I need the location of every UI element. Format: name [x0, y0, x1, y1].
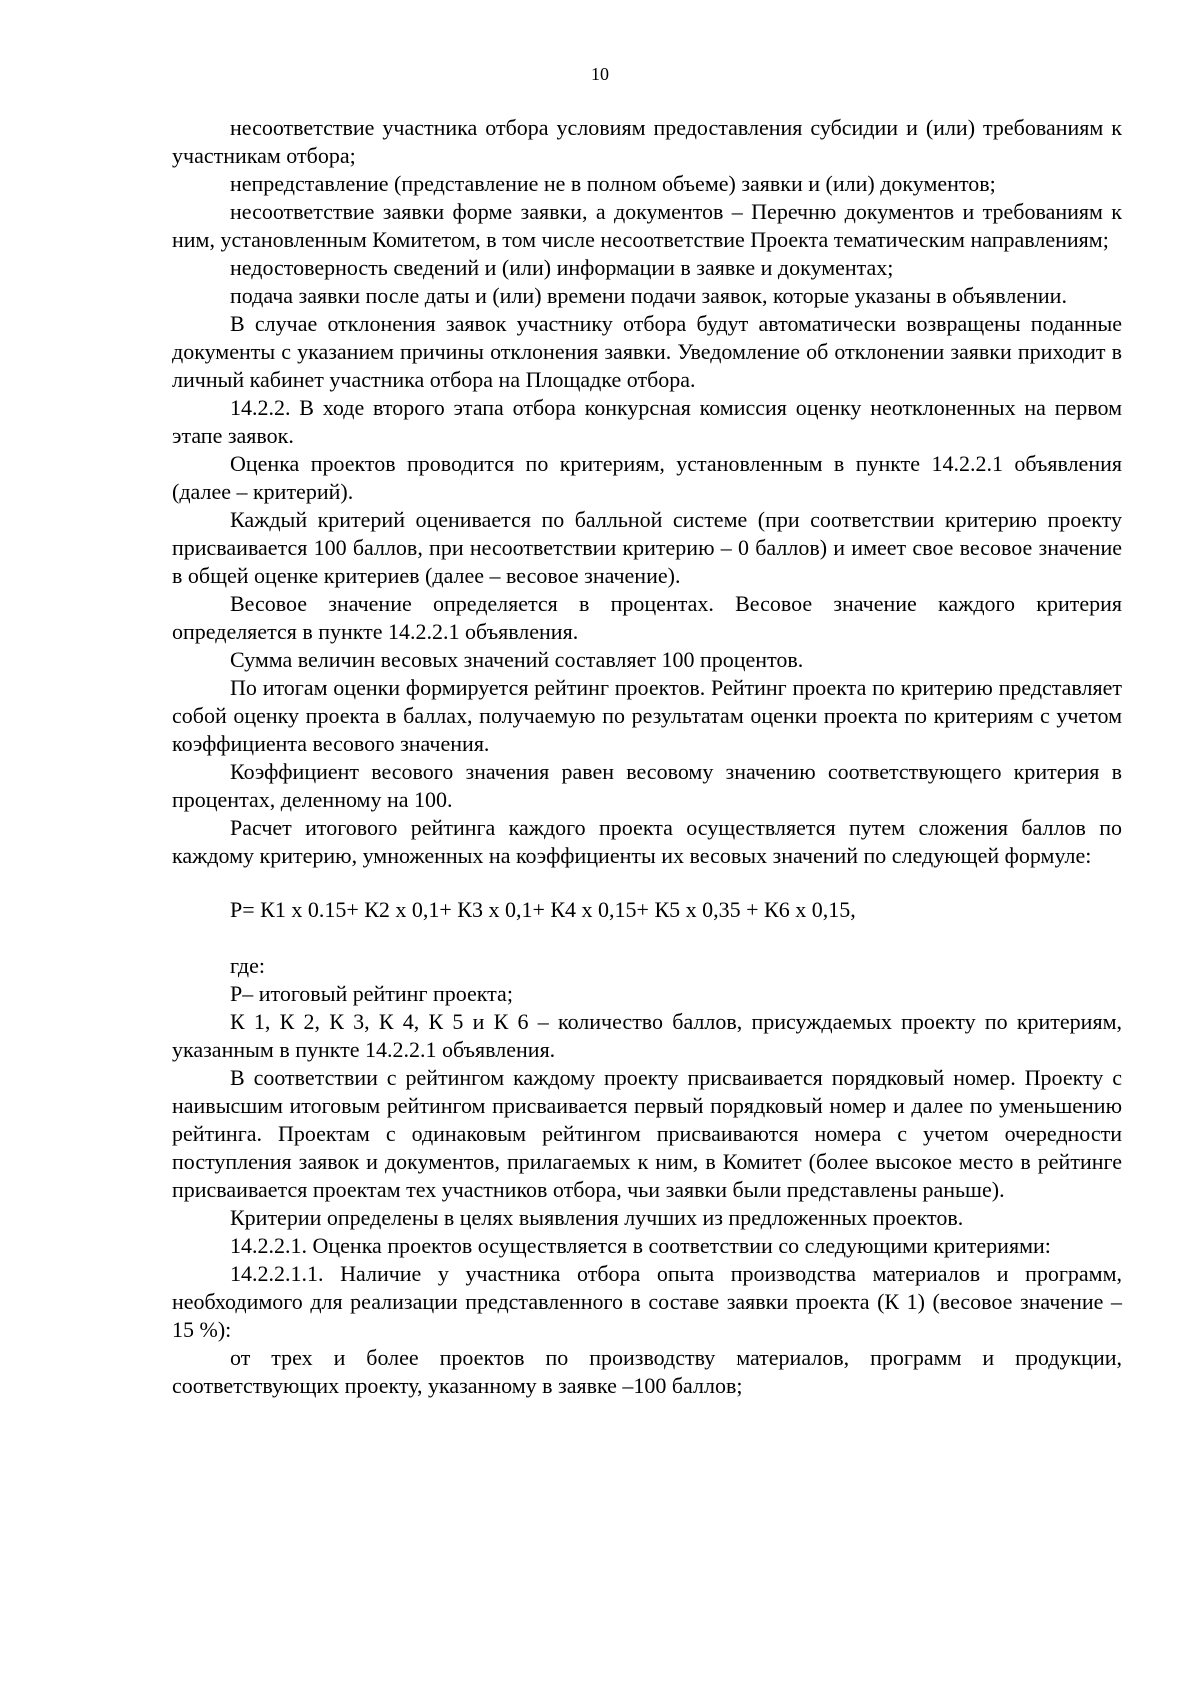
paragraph: Расчет итогового рейтинга каждого проекта осуществляется путем сложения баллов по каждому критерию, умноженных на коэффициенты их весовых значений по следующей формуле:	[172, 815, 1122, 868]
paragraph: В соответствии с рейтингом каждому проекту присваивается порядковый номер. Проекту с наивысшим итоговым рейтингом присваивается первый порядковый номер и далее по уменьшению рейтинга. Проектам с одинаковым рейтингом присваиваются номера с учетом очередности поступления заявок и документов, прилагаемых к ним, в Комитет (более высокое место в рейтинге присваивается проектам тех участников отбора, чьи заявки были представлены раньше).	[172, 1065, 1122, 1202]
paragraph: несоответствие участника отбора условиям предоставления субсидии и (или) требованиям к участникам отбора;	[172, 115, 1122, 168]
paragraph: В случае отклонения заявок участнику отбора будут автоматически возвращены поданные документы с указанием причины отклонения заявки. Уведомление об отклонении заявки приходит в личный кабинет участника отбора на Площадке отбора.	[172, 311, 1122, 392]
paragraph: Сумма величин весовых значений составляет 100 процентов.	[230, 647, 804, 672]
paragraph: от трех и более проектов по производству материалов, программ и продукции, соответствующих проекту, указанному в заявке –100 баллов;	[172, 1345, 1122, 1398]
paragraph: Коэффициент весового значения равен весовому значению соответствующего критерия в процентах, деленному на 100.	[172, 759, 1122, 812]
document-body	[172, 114, 1122, 1400]
paragraph: Каждый критерий оценивается по балльной системе (при соответствии критерию проекту присваивается 100 баллов, при несоответствии критерию – 0 баллов) и имеет свое весовое значение в общей оценке критериев (далее – весовое значение).	[172, 507, 1122, 588]
rating-formula: P= К1 х 0.15+ К2 х 0,1+ К3 х 0,1+ К4 х 0,15+ К5 х 0,35 + К6 х 0,15,	[230, 897, 856, 922]
paragraph: несоответствие заявки форме заявки, а документов – Перечню документов и требованиям к ним, установленным Комитетом, в том числе несоответствие Проекта тематическим направлениям;	[172, 199, 1122, 252]
page-number: 10	[591, 64, 609, 84]
paragraph: Критерии определены в целях выявления лучших из предложенных проектов.	[230, 1205, 964, 1230]
where-label: где:	[230, 953, 265, 978]
paragraph: Весовое значение определяется в процентах. Весовое значение каждого критерия определяется в пункте 14.2.2.1 объявления.	[172, 591, 1122, 644]
paragraph: К 1, К 2, К 3, К 4, К 5 и К 6 – количество баллов, присуждаемых проекту по критериям, указанным в пункте 14.2.2.1 объявления.	[172, 1009, 1122, 1062]
paragraph: 14.2.2. В ходе второго этапа отбора конкурсная комиссия оценку неотклоненных на первом этапе заявок.	[172, 395, 1122, 448]
paragraph: непредставление (представление не в полном объеме) заявки и (или) документов;	[230, 171, 996, 196]
paragraph: P– итоговый рейтинг проекта;	[230, 981, 513, 1006]
paragraph: Оценка проектов проводится по критериям, установленным в пункте 14.2.2.1 объявления (далее – критерий).	[172, 451, 1122, 504]
paragraph: 14.2.2.1. Оценка проектов осуществляется в соответствии со следующими критериями:	[230, 1233, 1051, 1258]
paragraph: 14.2.2.1.1. Наличие у участника отбора опыта производства материалов и программ, необходимого для реализации представленного в составе заявки проекта (К 1) (весовое значение – 15 %):	[172, 1261, 1122, 1342]
paragraph: подача заявки после даты и (или) времени подачи заявок, которые указаны в объявлении.	[230, 283, 1067, 308]
paragraph: По итогам оценки формируется рейтинг проектов. Рейтинг проекта по критерию представляет собой оценку проекта в баллах, получаемую по результатам оценки проекта по критериям с учетом коэффициента весового значения.	[172, 675, 1122, 756]
paragraph: недостоверность сведений и (или) информации в заявке и документах;	[230, 255, 894, 280]
